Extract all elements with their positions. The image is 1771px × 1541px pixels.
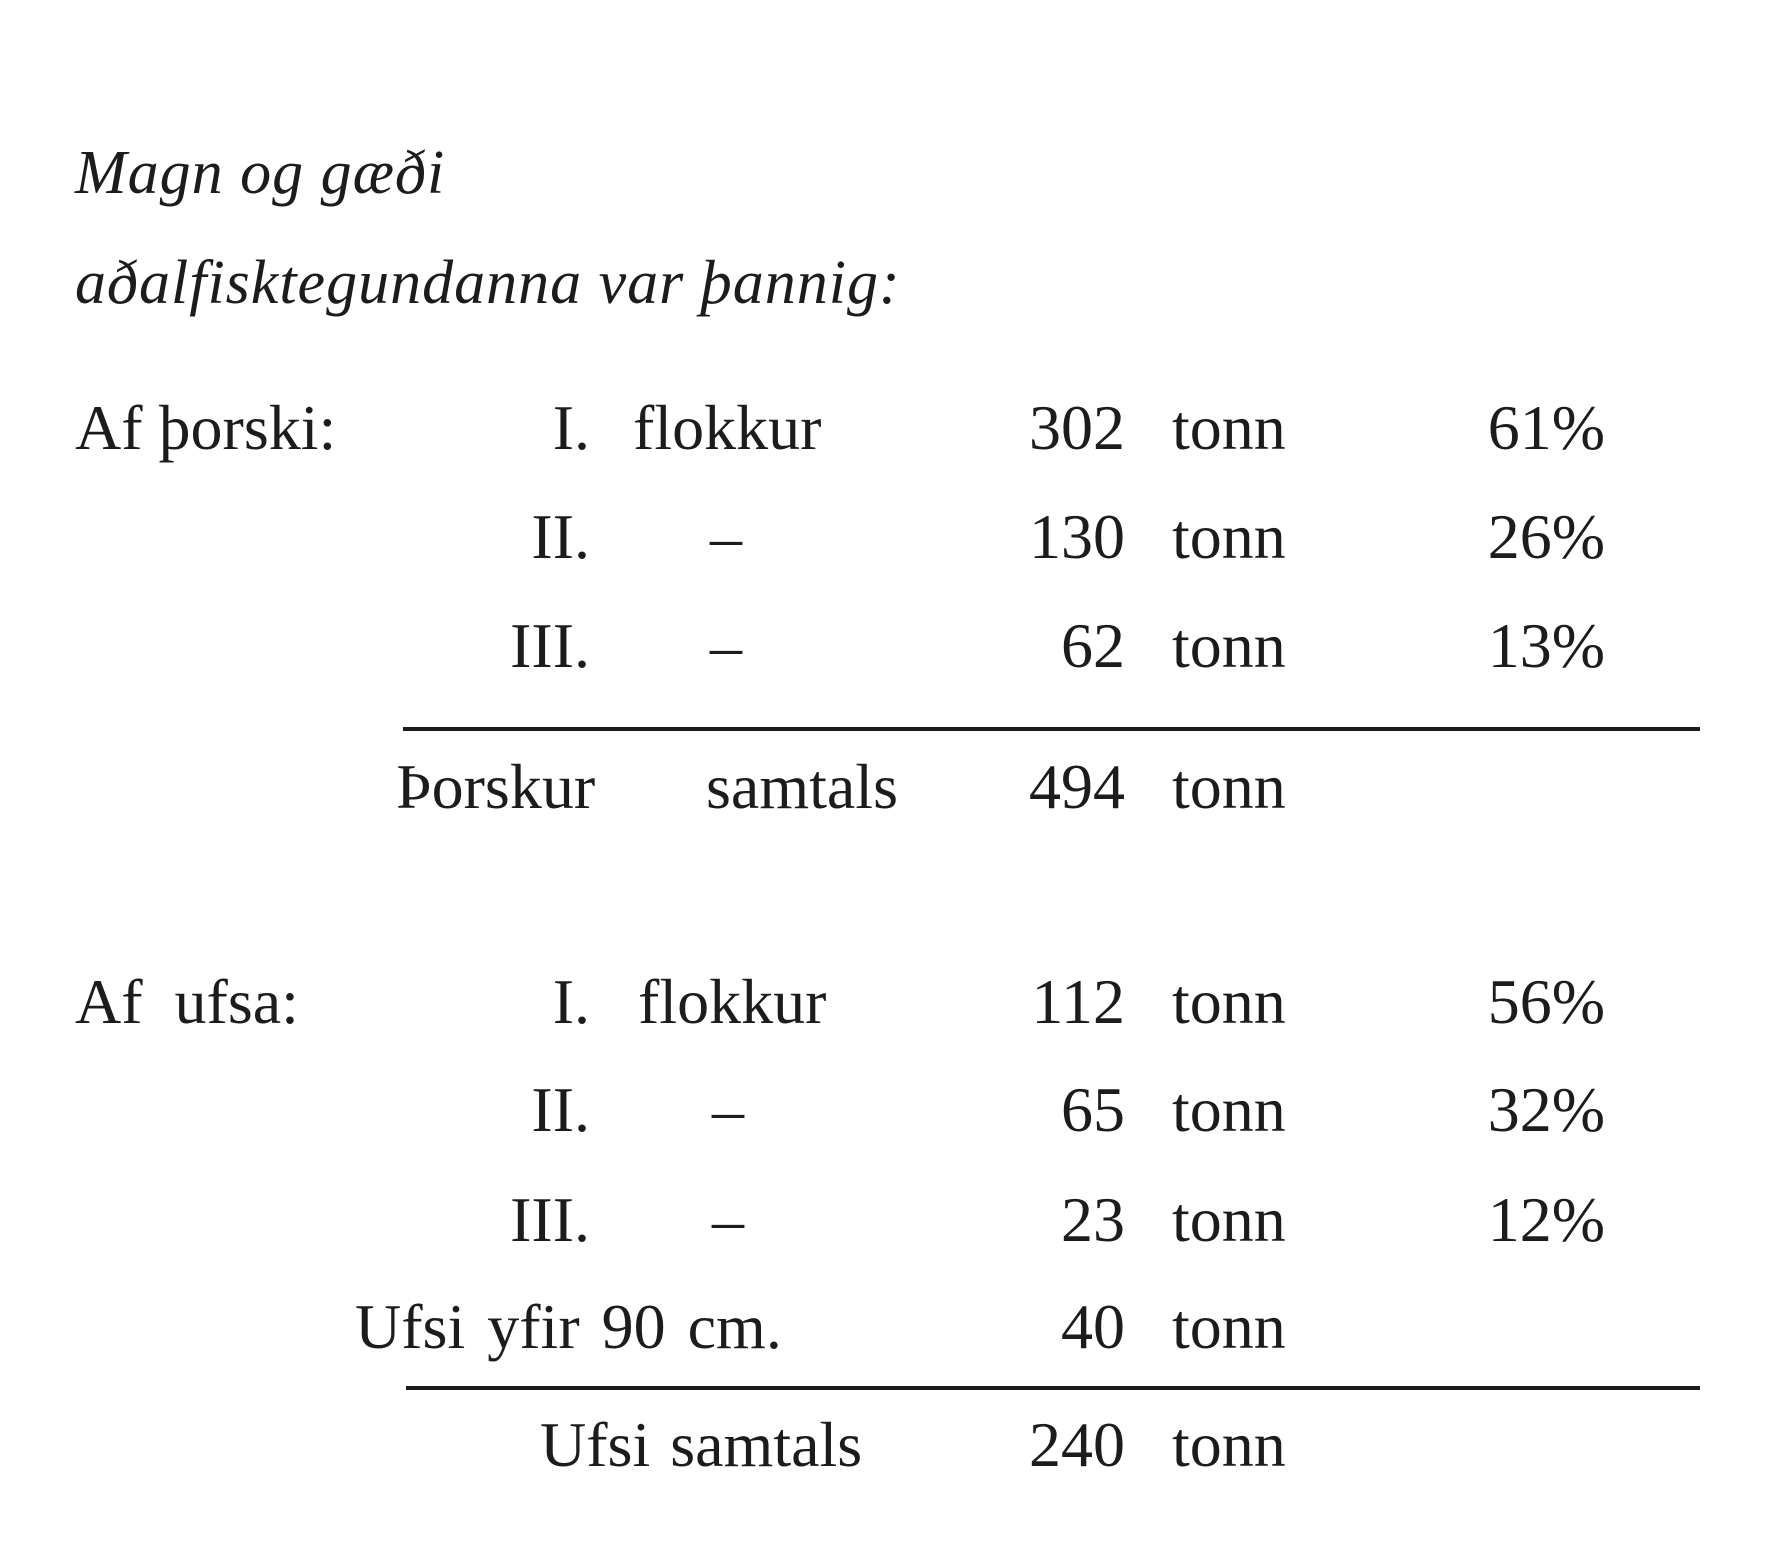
grade-desc: – [710,610,742,681]
amount-value: 112 [1031,966,1125,1037]
percent-value: 26% [1487,501,1605,572]
total-unit: tonn [1172,751,1286,822]
extra-label: Ufsi yfir 90 cm. [355,1291,782,1362]
cod-label: Af þorski: [75,392,337,463]
heading-line-1: Magn og gæði [75,139,446,207]
unit-label: tonn [1172,966,1286,1037]
grade-class: I. [552,392,590,463]
amount-value: 130 [1029,501,1125,572]
heading-line-2: aðalfisktegundanna var þannig: [75,249,901,317]
total-unit: tonn [1172,1409,1286,1480]
unit-label: tonn [1172,1074,1286,1145]
grade-desc: flokkur [638,966,827,1037]
amount-value: 40 [1061,1291,1125,1362]
grade-class: III. [510,610,590,681]
grade-class: I. [552,966,590,1037]
total-amount: 240 [1029,1409,1125,1480]
percent-value: 13% [1487,610,1605,681]
unit-label: tonn [1172,1291,1286,1362]
grade-desc: – [712,1184,744,1255]
total-divider [403,727,1700,731]
total-label-suffix: samtals [706,751,898,822]
percent-value: 56% [1487,966,1605,1037]
grade-class: III. [510,1184,590,1255]
total-label: Ufsi samtals [540,1409,863,1480]
percent-value: 12% [1487,1184,1605,1255]
amount-value: 65 [1061,1074,1125,1145]
grade-desc: flokkur [633,392,822,463]
grade-desc: – [712,1074,744,1145]
grade-desc: – [710,501,742,572]
amount-value: 23 [1061,1184,1125,1255]
grade-class: II. [531,501,590,572]
amount-value: 62 [1061,610,1125,681]
unit-label: tonn [1172,1184,1286,1255]
percent-value: 61% [1487,392,1605,463]
unit-label: tonn [1172,392,1286,463]
saithe-label: Af ufsa: [75,966,299,1037]
total-label: Þorskur [396,751,596,822]
percent-value: 32% [1487,1074,1605,1145]
unit-label: tonn [1172,610,1286,681]
total-divider [406,1386,1700,1390]
grade-class: II. [531,1074,590,1145]
amount-value: 302 [1029,392,1125,463]
total-amount: 494 [1029,751,1125,822]
unit-label: tonn [1172,501,1286,572]
